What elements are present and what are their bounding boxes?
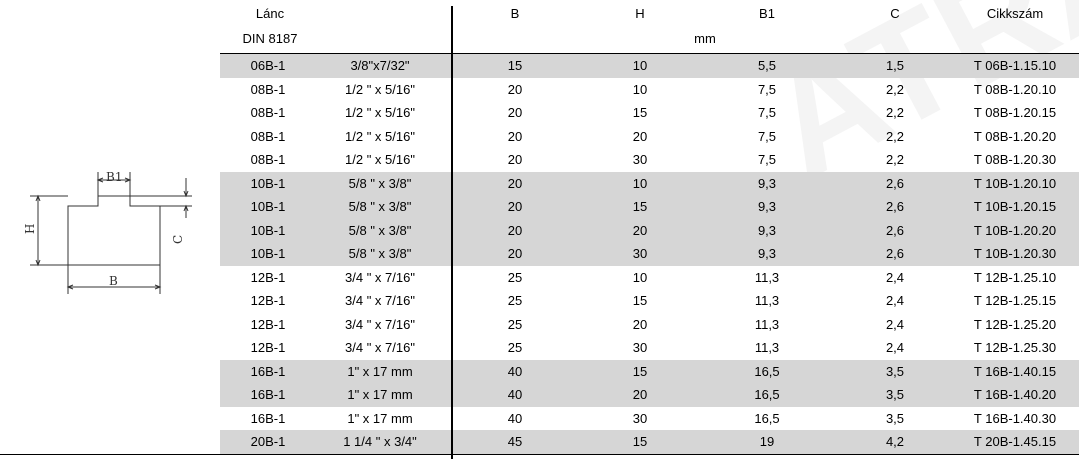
- cell-chain: 08B-1: [250, 81, 286, 97]
- cell-chain: 16B-1: [250, 410, 286, 426]
- cell-chain: 10B-1: [250, 222, 286, 238]
- cell-chain: 10B-1: [250, 246, 286, 261]
- cell-chain: 10B-1: [250, 199, 286, 214]
- cell-b: 25: [507, 340, 523, 355]
- cell-article: T 08B-1.20.20: [973, 128, 1057, 144]
- cell-h: 15: [632, 363, 648, 379]
- table-row: [220, 242, 1079, 266]
- header-h: H: [635, 6, 645, 21]
- cell-b: 25: [507, 269, 523, 285]
- cell-h: 30: [632, 410, 648, 426]
- cell-b: 20: [507, 246, 523, 261]
- cell-c: 3,5: [885, 387, 905, 402]
- cell-size: 5/8 " x 3/8": [348, 246, 412, 261]
- cell-h: 30: [632, 152, 648, 167]
- cell-c: 4,2: [885, 434, 905, 449]
- cell-c: 2,6: [885, 175, 905, 191]
- cell-size: 1 1/4 " x 3/4": [343, 434, 417, 449]
- table-row: [220, 266, 1079, 290]
- cell-chain: 08B-1: [250, 152, 286, 167]
- cell-h: 20: [632, 387, 648, 402]
- header-row-1: [220, 4, 1079, 24]
- cell-size: 1" x 17 mm: [347, 410, 413, 426]
- cell-size: 3/8"x7/32": [350, 58, 410, 73]
- cell-b1: 7,5: [757, 81, 777, 97]
- cell-b1: 7,5: [757, 105, 777, 120]
- cell-c: 2,4: [885, 316, 905, 332]
- cell-c: 2,4: [885, 269, 905, 285]
- cell-chain: 20B-1: [250, 434, 286, 449]
- cell-c: 2,4: [885, 340, 905, 355]
- cell-b1: 11,3: [754, 293, 780, 308]
- cell-h: 20: [632, 128, 648, 144]
- header-c: C: [890, 6, 900, 21]
- cell-c: 2,6: [885, 246, 905, 261]
- cell-h: 10: [632, 58, 648, 73]
- cell-h: 30: [632, 246, 648, 261]
- cell-h: 10: [632, 269, 648, 285]
- cell-size: 5/8 " x 3/8": [348, 222, 412, 238]
- cell-b1: 16,5: [754, 363, 780, 379]
- cell-b1: 11,3: [754, 269, 780, 285]
- cell-article: T 10B-1.20.30: [973, 246, 1057, 261]
- cell-h: 10: [632, 81, 648, 97]
- cell-article: T 06B-1.15.10: [973, 58, 1057, 73]
- header-b: B: [510, 6, 520, 21]
- cell-article: T 08B-1.20.15: [973, 105, 1057, 120]
- cell-c: 2,2: [885, 81, 905, 97]
- cell-chain: 12B-1: [250, 293, 286, 308]
- cell-article: T 12B-1.25.30: [973, 340, 1057, 355]
- cell-b: 20: [507, 199, 523, 214]
- cell-b: 40: [507, 363, 523, 379]
- cell-article: T 16B-1.40.20: [973, 387, 1057, 402]
- cell-chain: 12B-1: [250, 340, 286, 355]
- cell-h: 15: [632, 105, 648, 120]
- cell-article: T 10B-1.20.15: [973, 199, 1057, 214]
- cell-chain: 06B-1: [250, 58, 286, 73]
- table-row: [220, 54, 1079, 78]
- cell-b1: 19: [759, 434, 775, 449]
- cell-c: 2,2: [885, 152, 905, 167]
- table-row: [220, 360, 1079, 384]
- cell-c: 2,6: [885, 199, 905, 214]
- drawing-label-b: B: [109, 274, 118, 288]
- cell-b1: 11,3: [754, 340, 780, 355]
- cell-size: 3/4 " x 7/16": [345, 293, 415, 308]
- cell-chain: 08B-1: [250, 105, 286, 120]
- cell-chain: 12B-1: [250, 269, 286, 285]
- cell-size: 1/2 " x 5/16": [345, 105, 415, 120]
- chain-profile-table: [220, 0, 1079, 459]
- cell-h: 20: [632, 316, 648, 332]
- header-row-2: [220, 29, 1079, 49]
- cell-b: 40: [507, 387, 523, 402]
- cell-h: 20: [632, 222, 648, 238]
- table-row: [220, 313, 1079, 337]
- cell-article: T 20B-1.45.15: [973, 434, 1057, 449]
- cell-b: 25: [507, 293, 523, 308]
- drawing-label-c: C: [171, 234, 185, 244]
- cell-c: 2,2: [885, 105, 905, 120]
- cell-h: 10: [632, 175, 648, 191]
- cell-h: 15: [632, 199, 648, 214]
- cell-h: 15: [632, 293, 648, 308]
- cell-b: 20: [507, 105, 523, 120]
- cell-b1: 11,3: [754, 316, 780, 332]
- cell-chain: 08B-1: [250, 128, 286, 144]
- cell-size: 1/2 " x 5/16": [345, 128, 415, 144]
- header-chain: Lánc: [255, 6, 285, 21]
- table-row: [220, 407, 1079, 431]
- profile-outline: [68, 196, 160, 265]
- table-row: [220, 430, 1079, 454]
- cell-article: T 10B-1.20.10: [973, 175, 1057, 191]
- cell-article: T 12B-1.25.15: [973, 293, 1057, 308]
- table-row: [220, 336, 1079, 360]
- cell-h: 15: [632, 434, 648, 449]
- cell-size: 1" x 17 mm: [347, 363, 413, 379]
- cell-c: 3,5: [885, 410, 905, 426]
- table-row: [220, 125, 1079, 149]
- cell-b1: 16,5: [754, 387, 780, 402]
- header-standard: DIN 8187: [242, 31, 298, 46]
- cell-b: 25: [507, 316, 523, 332]
- table-bottom-border: [0, 454, 1079, 455]
- table-row: [220, 289, 1079, 313]
- table-row: [220, 172, 1079, 196]
- cell-c: 2,2: [885, 128, 905, 144]
- cell-chain: 10B-1: [250, 175, 286, 191]
- header-article: Cikkszám: [986, 6, 1044, 21]
- cell-b: 40: [507, 410, 523, 426]
- cell-b: 45: [507, 434, 523, 449]
- cell-b: 20: [507, 222, 523, 238]
- cell-c: 2,6: [885, 222, 905, 238]
- table-row: [220, 219, 1079, 243]
- cell-b1: 9,3: [757, 222, 777, 238]
- cell-size: 3/4 " x 7/16": [345, 316, 415, 332]
- cell-article: T 12B-1.25.20: [973, 316, 1057, 332]
- table-row: [220, 383, 1079, 407]
- cell-b1: 9,3: [757, 175, 777, 191]
- cell-b1: 7,5: [757, 152, 777, 167]
- profile-drawing: [0, 0, 220, 459]
- cell-b: 20: [507, 81, 523, 97]
- cell-c: 2,4: [885, 293, 905, 308]
- cell-article: T 10B-1.20.20: [973, 222, 1057, 238]
- cell-size: 5/8 " x 3/8": [348, 199, 412, 214]
- cell-size: 3/4 " x 7/16": [345, 269, 415, 285]
- cell-article: T 16B-1.40.15: [973, 363, 1057, 379]
- drawing-label-h: H: [23, 223, 37, 234]
- table-row: [220, 195, 1079, 219]
- cell-chain: 16B-1: [250, 387, 286, 402]
- cell-size: 5/8 " x 3/8": [348, 175, 412, 191]
- cell-h: 30: [632, 340, 648, 355]
- cell-size: 1/2 " x 5/16": [345, 152, 415, 167]
- cell-size: 1/2 " x 5/16": [345, 81, 415, 97]
- cell-b: 20: [507, 128, 523, 144]
- drawing-label-b1: B1: [106, 170, 123, 184]
- cell-b1: 16,5: [754, 410, 780, 426]
- cell-chain: 12B-1: [250, 316, 286, 332]
- cell-c: 3,5: [885, 363, 905, 379]
- cell-c: 1,5: [885, 58, 905, 73]
- cell-b: 15: [507, 58, 523, 73]
- column-divider: [451, 6, 453, 459]
- cell-b1: 7,5: [757, 128, 777, 144]
- header-unit: mm: [694, 31, 716, 46]
- cell-b1: 5,5: [757, 58, 777, 73]
- cell-article: T 12B-1.25.10: [973, 269, 1057, 285]
- cell-size: 3/4 " x 7/16": [345, 340, 415, 355]
- header-b1: B1: [759, 6, 775, 21]
- cell-chain: 16B-1: [250, 363, 286, 379]
- cell-b1: 9,3: [757, 199, 777, 214]
- cell-b1: 9,3: [757, 246, 777, 261]
- cell-article: T 08B-1.20.30: [973, 152, 1057, 167]
- cell-b: 20: [507, 152, 523, 167]
- table-row: [220, 78, 1079, 102]
- table-row: [220, 148, 1079, 172]
- cell-article: T 08B-1.20.10: [973, 81, 1057, 97]
- cell-article: T 16B-1.40.30: [973, 410, 1057, 426]
- cell-b: 20: [507, 175, 523, 191]
- cell-size: 1" x 17 mm: [347, 387, 413, 402]
- table-row: [220, 101, 1079, 125]
